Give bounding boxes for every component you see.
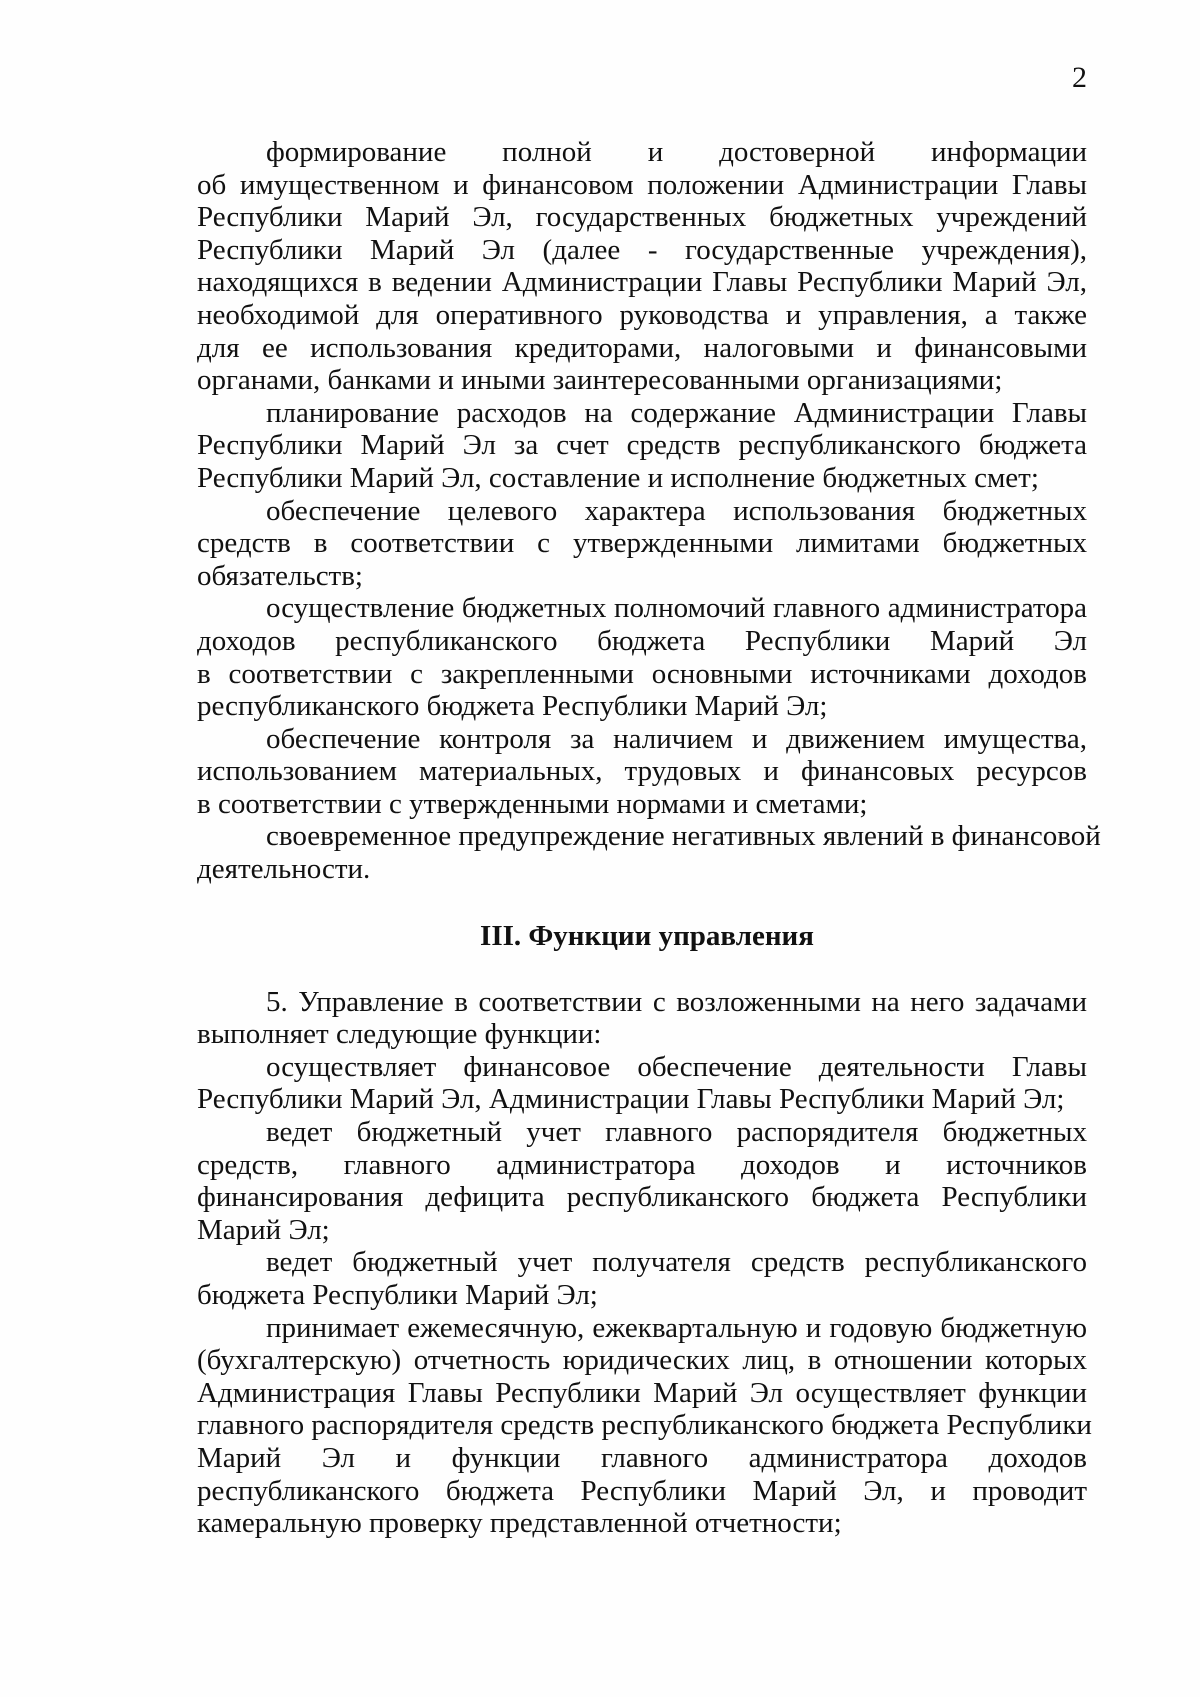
paragraph-line: бюджета Республики Марий Эл;	[197, 1279, 598, 1311]
paragraph-line: принимает ежемесячную, ежеквартальную и годовую бюджетную	[266, 1311, 1087, 1344]
section-functions-list	[197, 985, 1092, 1540]
paragraph-line: ведет бюджетный учет получателя средств республиканского	[266, 1246, 1087, 1279]
paragraph-line: финансирования дефицита республиканского бюджета Республики	[197, 1181, 1087, 1214]
paragraph-line: Марий Эл и функции главного администратора доходов	[197, 1441, 1087, 1474]
paragraph-line: средств, главного администратора доходов и источников	[197, 1148, 1087, 1181]
paragraph-line: в соответствии с закрепленными основными источниками доходов	[197, 657, 1087, 690]
paragraph	[197, 136, 1087, 397]
document-body	[197, 136, 1101, 1540]
section-tasks-list	[197, 136, 1101, 886]
paragraph-line: Республики Марий Эл (далее - государственные учреждения),	[197, 233, 1087, 266]
paragraph-line: органами, банками и иными заинтересованными организациями;	[197, 364, 1003, 397]
paragraph-line: своевременное предупреждение негативных явлений в финансовой	[266, 820, 1101, 853]
page-number: 2	[1072, 61, 1087, 94]
paragraph-line: доходов республиканского бюджета Республики Марий Эл	[197, 624, 1087, 657]
paragraph-line: находящихся в ведении Администрации Главы Республики Марий Эл,	[197, 266, 1087, 299]
paragraph-line: 5. Управление в соответствии с возложенными на него задачами	[266, 985, 1087, 1018]
paragraph-line: (бухгалтерскую) отчетность юридических лиц, в отношении которых	[197, 1344, 1087, 1377]
section-heading: III. Функции управления	[480, 919, 814, 952]
paragraph-line: необходимой для оперативного руководства и управления, а также	[197, 298, 1087, 331]
paragraph-line: республиканского бюджета Республики Марий Эл;	[197, 690, 828, 723]
paragraph-line: обеспечение контроля за наличием и движением имущества,	[266, 722, 1087, 755]
paragraph	[197, 592, 1087, 722]
paragraph	[197, 1246, 1087, 1311]
paragraph	[197, 397, 1087, 495]
paragraph-line: Республики Марий Эл, Администрации Главы Республики Марий Эл;	[197, 1083, 1065, 1116]
paragraph-line: обеспечение целевого характера использования бюджетных	[266, 494, 1087, 527]
paragraph-line: республиканского бюджета Республики Марий Эл, и проводит	[197, 1474, 1087, 1507]
paragraph-line: камеральную проверку представленной отчетности;	[197, 1507, 842, 1540]
paragraph-line: ведет бюджетный учет главного распорядителя бюджетных	[266, 1116, 1087, 1149]
paragraph-line: главного распорядителя средств республиканского бюджета Республики	[197, 1409, 1092, 1442]
paragraph-line: деятельности.	[197, 853, 371, 886]
paragraph-line: для ее использования кредиторами, налоговыми и финансовыми	[197, 331, 1087, 364]
paragraph	[197, 723, 1087, 821]
paragraph	[197, 1051, 1087, 1116]
paragraph	[197, 1116, 1087, 1246]
paragraph	[197, 820, 1101, 886]
paragraph	[197, 495, 1087, 593]
paragraph-line: формирование полной и достоверной информации	[266, 136, 1087, 168]
paragraph-line: Республики Марий Эл, государственных бюджетных учреждений	[197, 201, 1087, 234]
paragraph	[197, 986, 1087, 1051]
paragraph-line: осуществление бюджетных полномочий главного администратора	[266, 592, 1087, 625]
paragraph-line: Марий Эл;	[197, 1213, 330, 1246]
paragraph-line: в соответствии с утвержденными нормами и сметами;	[197, 787, 868, 820]
paragraph-line: выполняет следующие функции:	[197, 1018, 602, 1051]
paragraph-line: обязательств;	[197, 559, 363, 592]
paragraph-line: об имущественном и финансовом положении Администрации Главы	[197, 168, 1087, 201]
paragraph-line: Администрация Главы Республики Марий Эл осуществляет функции	[197, 1376, 1087, 1409]
paragraph	[197, 1311, 1092, 1540]
paragraph-line: планирование расходов на содержание Администрации Главы	[266, 396, 1087, 429]
paragraph-line: Республики Марий Эл за счет средств республиканского бюджета	[197, 429, 1087, 462]
paragraph-line: использованием материальных, трудовых и финансовых ресурсов	[197, 755, 1087, 788]
paragraph-line: осуществляет финансовое обеспечение деятельности Главы	[266, 1050, 1087, 1083]
paragraph-line: средств в соответствии с утвержденными лимитами бюджетных	[197, 527, 1087, 560]
paragraph-line: Республики Марий Эл, составление и исполнение бюджетных смет;	[197, 461, 1039, 494]
